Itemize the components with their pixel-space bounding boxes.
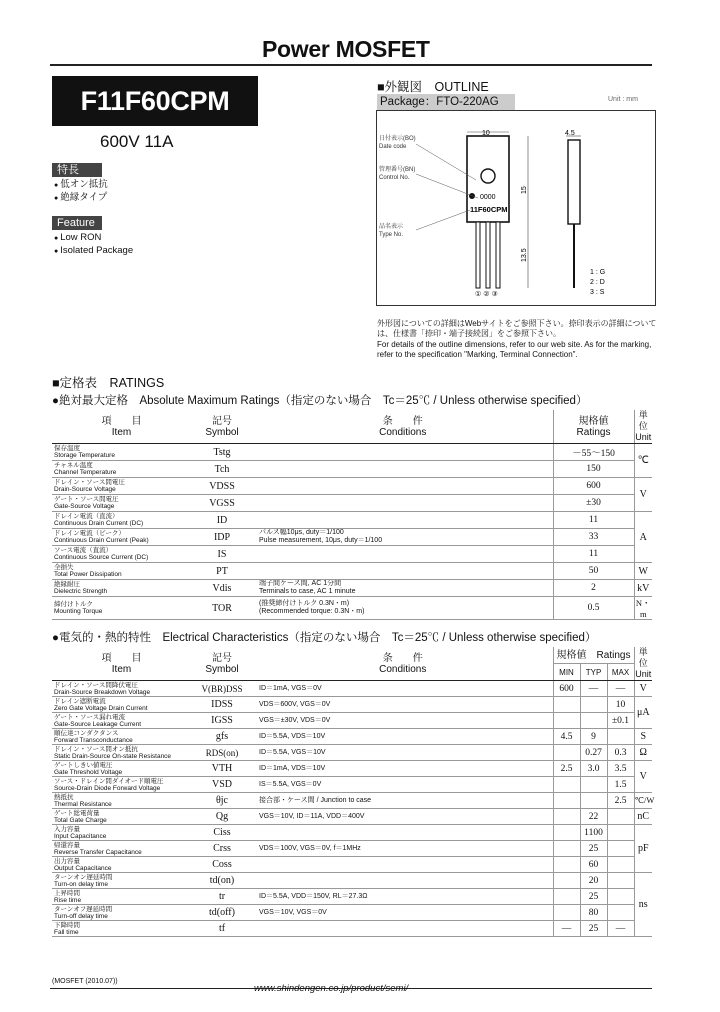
outline-drawing <box>376 110 656 306</box>
col-symbol: 記号 Symbol <box>191 647 253 681</box>
date-en-label: Date code <box>379 144 407 150</box>
table-row: 順伝達コンダクタンス Forward Transconductance gfs ID＝5.5A, VDS＝10V 4.5 9 S <box>52 729 652 745</box>
table-row: ドレイン遮断電流 Zero Gate Voltage Drain Current IDSS VDS＝600V, VGS＝0V 10 μA <box>52 697 652 713</box>
pin2-label: 2 : D <box>590 279 605 286</box>
table-row: 入力容量 Input Capacitance Ciss 1100 pF <box>52 825 652 841</box>
abs-max-table <box>52 410 652 620</box>
col-max: MAX <box>607 664 634 681</box>
outline-note-en: For details of the outline dimensions, refer to our web site. As for the marking, refer to the specification "Marking, Terminal Connection". <box>377 339 652 359</box>
feature-en-item: ● Isolated Package <box>54 245 133 258</box>
col-symbol: 記号 Symbol <box>191 410 253 444</box>
table-row: ドレイン・ソース間降伏電圧 Drain-Source Breakdown Voltage V(BR)DSS ID＝1mA, VGS＝0V 600 — — V <box>52 681 652 697</box>
pin3-label: 3 : S <box>590 289 605 296</box>
table-row: 熱抵抗 Thermal Resistance θjc 接合部・ケース間 / Junction to case 2.5 ℃/W <box>54 793 655 808</box>
table-row: 帰還容量 Reverse Transfer Capacitance Crss VDS＝100V, VGS＝0V, f＝1MHz 25 <box>52 841 652 857</box>
pin1-label: 1 : G <box>590 269 606 276</box>
ratings-heading: ■定格表 RATINGS <box>52 376 165 390</box>
chip-part: 11F60CPM <box>470 205 508 214</box>
table-row: ドレイン電流（直流） Continuous Drain Current (DC) ID 11 A <box>52 512 652 529</box>
col-min: MIN <box>553 664 580 681</box>
unit-label: Unit : mm <box>608 96 638 103</box>
table-row: 出力容量 Output Capacitance Coss 60 <box>52 857 652 873</box>
col-item: 項 目 Item <box>52 410 191 444</box>
chip-code: 0000 <box>480 194 496 201</box>
pin-numbers: ① ② ③ <box>475 291 498 298</box>
package-label: Package：FTO-220AG <box>377 94 515 110</box>
table-row: ソース電流（直流） Continuous Source Current (DC) IS 11 <box>52 546 652 563</box>
dim-h2: 13.5 <box>521 248 528 262</box>
footer-revision: (MOSFET (2010.07)) <box>52 978 118 985</box>
table-row: 上昇時間 Rise time tr ID＝5.5A, VDD＝150V, RL＝27.3Ω 25 <box>52 889 652 905</box>
footer-url[interactable]: www.shindengen.co.jp/product/semi/ <box>254 983 409 994</box>
table-row: ゲート・ソース間電圧 Gate-Source Voltage VGSS ±30 <box>52 495 652 512</box>
table-row: ドレイン・ソース間オン抵抗 Static Drain-Source On-state Resistance RDS(on) ID＝5.5A, VGS＝10V 0.27 0.3 Ω <box>52 745 652 761</box>
type-en-label: Type No. <box>379 232 404 238</box>
col-ratings: 規格値 Ratings <box>553 647 634 664</box>
electrical-table <box>52 647 655 937</box>
features-en-label: Feature <box>52 216 102 230</box>
part-number: F11F60CPM <box>52 76 258 126</box>
table-row: ドレイン・ソース間電圧 Drain-Source Voltage VDSS 600 V <box>52 478 652 495</box>
table-row: ターンオフ遅延時間 Turn-off delay time td(off) VGS＝10V, VGS＝0V 80 <box>52 905 652 921</box>
ctrl-ja-label: 管理番号(BN) <box>379 167 416 173</box>
features-en-list <box>54 232 133 258</box>
dim-side: 4.5 <box>565 130 575 137</box>
table-row: 全損失 Total Power Dissipation PT 50 W <box>52 563 652 580</box>
col-typ: TYP <box>580 664 607 681</box>
col-conditions: 条 件 Conditions <box>253 410 553 444</box>
col-item: 項 目 Item <box>52 647 191 681</box>
abs-max-heading: ●絶対最大定格 Absolute Maximum Ratings（指定のない場合 Tc＝25℃ / Unless otherwise specified） <box>52 395 588 407</box>
table-row: 締付けトルク Mounting Torque TOR (推奨締付けトルク 0.3N・m) (Recommended torque: 0.3N・m) 0.5 N・m <box>54 598 651 619</box>
table-row: ターンオン遅延時間 Turn-on delay time td(on) 20 ns <box>52 873 652 889</box>
features-ja-label: 特長 <box>52 163 102 177</box>
table-row: ゲート・ソース漏れ電流 Gate-Source Leakage Current IGSS VGS＝±30V, VDS＝0V ±0.1 <box>52 713 652 729</box>
features-ja-list <box>54 179 108 205</box>
col-ratings: 規格値 Ratings <box>553 410 634 444</box>
table-row: ゲート総電荷量 Total Gate Charge Qg VGS＝10V, ID＝11A, VDD＝400V 22 nC <box>52 809 652 825</box>
col-unit: 単位 Unit <box>635 647 652 679</box>
table-row: 保存温度 Storage Temperature Tstg －55～150 ℃ <box>52 444 652 461</box>
feature-ja-item: ● 絶縁タイプ <box>54 192 108 205</box>
type-ja-label: 品名表示 <box>379 224 404 230</box>
feature-en-item: ● Low RON <box>54 232 133 245</box>
outline-note-ja: 外形図についての詳細はWebサイトをご参照下さい。捺印表示の詳細については、仕様書「捺印・端子接続図」をご参照下さい。 <box>377 319 657 339</box>
outline-note <box>377 319 657 360</box>
table-row: 下降時間 Fall time tf — 25 — <box>52 921 652 937</box>
title-rule <box>50 64 652 66</box>
table-row: チャネル温度 Channel Temperature Tch 150 <box>52 461 652 478</box>
electrical-heading: ●電気的・熱的特性 Electrical Characteristics（指定のない場合 Tc＝25℃ / Unless otherwise specified） <box>52 632 597 644</box>
dim-h1: 15 <box>521 186 528 194</box>
table-row: ソース・ドレイン間ダイオード順電圧 Source-Drain Diode Forward Voltage VSD IS＝5.5A, VGS＝0V 1.5 <box>52 777 652 793</box>
feature-ja-item: ● 低オン抵抗 <box>54 179 108 192</box>
page-title: Power MOSFET <box>262 36 430 62</box>
part-rating: 600V 11A <box>100 132 174 151</box>
ctrl-en-label: Control No. <box>379 175 410 181</box>
table-row: ゲートしきい値電圧 Gate Threshold Voltage VTH ID＝1mA, VDS＝10V 2.5 3.0 3.5 V <box>52 761 652 777</box>
table-row: 絶縁耐圧 Dielectric Strength Vdis 端子間ケース間, AC 1分間 Terminals to case, AC 1 minute 2 kV <box>52 580 652 597</box>
dim-width: 10 <box>482 130 490 137</box>
table-row: ドレイン電流（ピーク） Continuous Drain Current (Peak) IDP パルス幅10μs, duty＝1/100 Pulse measurement, 10μs, duty＝1/100 33 <box>52 529 652 546</box>
col-unit: 単位 Unit <box>635 410 652 442</box>
date-ja-label: 日付表示(BO) <box>379 136 416 142</box>
outline-heading: ■外観図 OUTLINE <box>377 80 489 94</box>
col-conditions: 条 件 Conditions <box>253 647 553 681</box>
